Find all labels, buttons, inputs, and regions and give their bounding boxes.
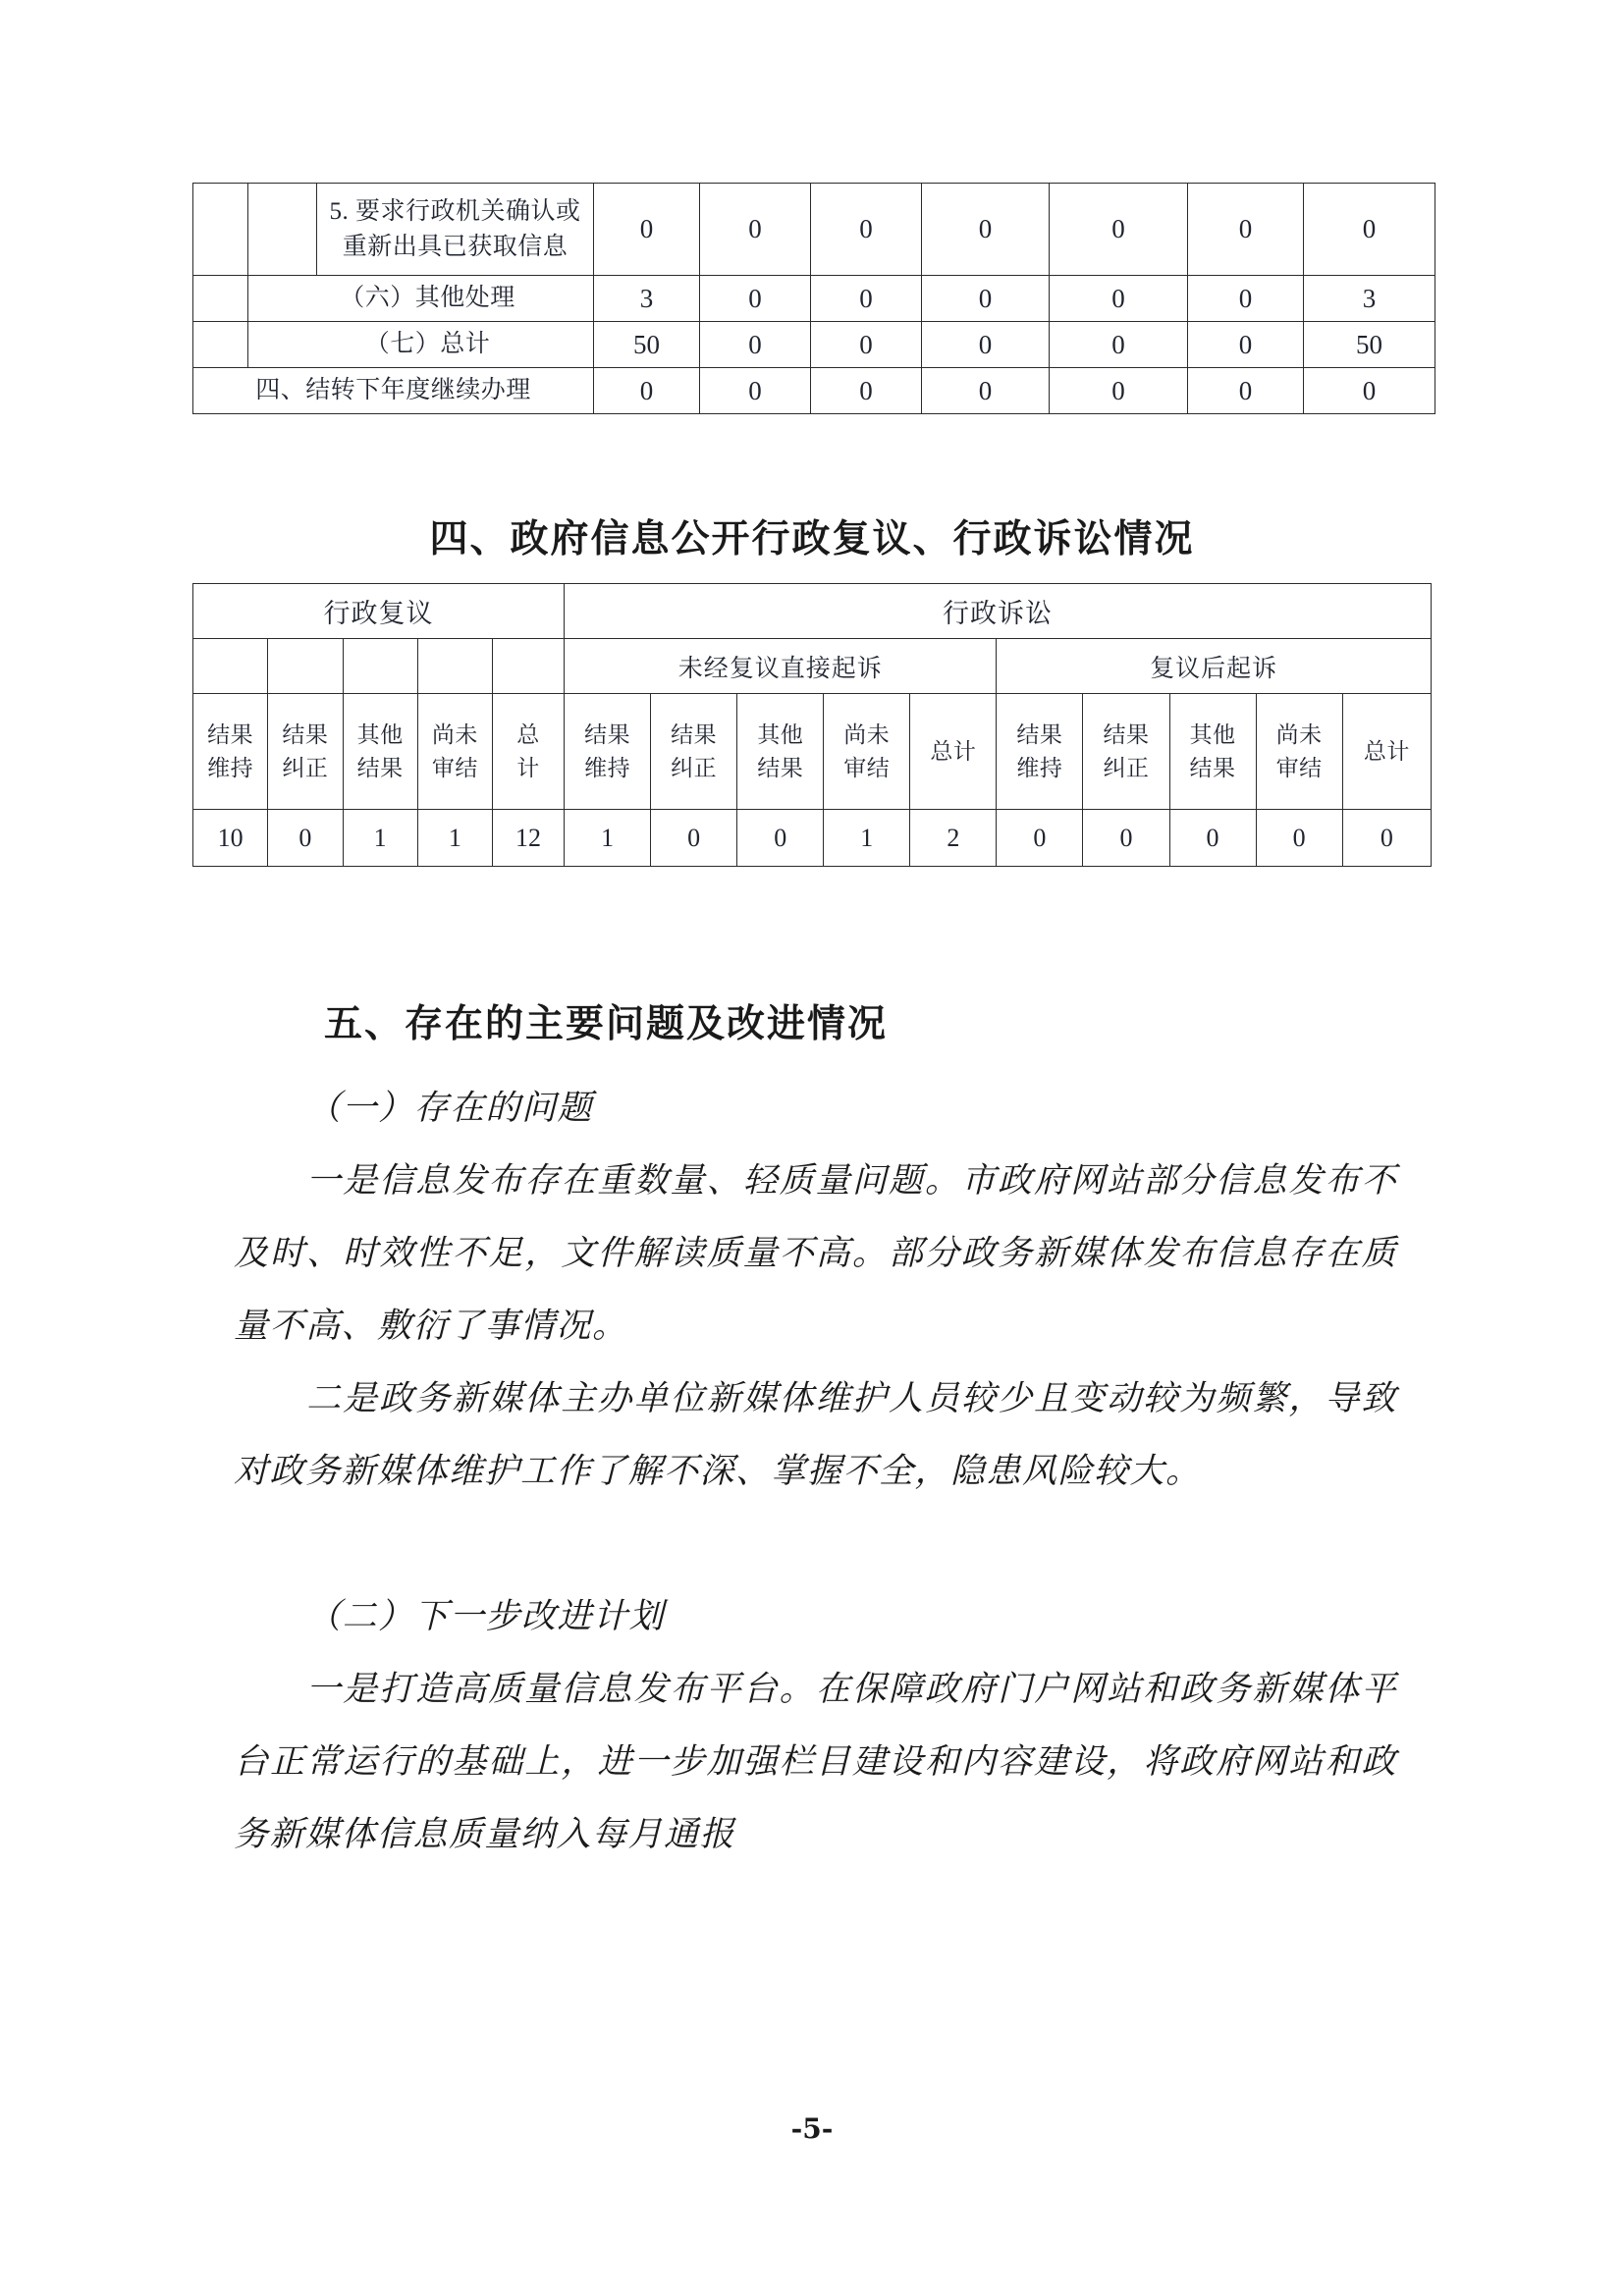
value-after-upheld: 0 <box>997 810 1083 867</box>
spacer-cell <box>343 639 417 694</box>
section-five-paragraph-2: 二是政务新媒体主办单位新媒体维护人员较少且变动较为频繁，导致对政务新媒体维护工作了解不深、掌握不全，隐患风险较大。 <box>234 1379 1397 1491</box>
col-header-direct-other: 其他 结果 <box>737 694 824 810</box>
section-five-sub2-heading: （二）下一步改进计划 <box>306 1597 666 1636</box>
value-direct-total: 2 <box>910 810 997 867</box>
spacer-cell <box>493 639 565 694</box>
row-label: 5. 要求行政机关确认或重新出具已获取信息 <box>317 184 594 276</box>
row-value: 0 <box>922 184 1050 276</box>
subgroup-after-review-litigation: 复议后起诉 <box>997 639 1432 694</box>
section-five-sub1-heading: （一）存在的问题 <box>306 1089 594 1128</box>
row-value: 0 <box>811 368 922 414</box>
value-direct-corrected: 0 <box>651 810 737 867</box>
table-column-header-row <box>193 694 1432 810</box>
row-spacer-col1 <box>193 322 248 368</box>
row-label: （七）总计 <box>248 322 594 368</box>
value-review-total: 12 <box>493 810 565 867</box>
row-value: 0 <box>922 276 1050 322</box>
col-header-review-total: 总 计 <box>493 694 565 810</box>
page-number: -5- <box>790 2112 834 2145</box>
value-after-pending: 0 <box>1256 810 1342 867</box>
row-value: 0 <box>700 368 811 414</box>
col-header-after-pending: 尚未 审结 <box>1256 694 1342 810</box>
value-direct-pending: 1 <box>824 810 910 867</box>
subgroup-direct-litigation: 未经复议直接起诉 <box>565 639 997 694</box>
value-after-total: 0 <box>1342 810 1431 867</box>
value-review-corrected: 0 <box>268 810 343 867</box>
value-after-other: 0 <box>1169 810 1256 867</box>
section-five-paragraph-1: 一是信息发布存在重数量、轻质量问题。市政府网站部分信息发布不及时、时效性不足，文件解读质量不高。部分政务新媒体发布信息存在质量不高、敷衍了事情况。 <box>234 1161 1397 1346</box>
col-header-direct-total: 总计 <box>910 694 997 810</box>
table-group-header-row <box>193 584 1432 639</box>
value-review-pending: 1 <box>417 810 492 867</box>
row-value: 0 <box>1188 322 1304 368</box>
row-value: 0 <box>1188 276 1304 322</box>
row-value: 0 <box>1050 184 1188 276</box>
row-value: 3 <box>594 276 700 322</box>
row-value: 0 <box>811 276 922 322</box>
col-header-direct-pending: 尚未 审结 <box>824 694 910 810</box>
col-header-direct-corrected: 结果 纠正 <box>651 694 737 810</box>
row-value: 0 <box>1050 276 1188 322</box>
value-direct-other: 0 <box>737 810 824 867</box>
table-row <box>193 368 1435 414</box>
row-spacer-col2 <box>248 184 317 276</box>
row-value: 3 <box>1304 276 1435 322</box>
section-five-heading: 五、存在的主要问题及改进情况 <box>324 1002 889 1046</box>
row-value: 0 <box>1188 184 1304 276</box>
row-value: 0 <box>700 276 811 322</box>
table-row <box>193 276 1435 322</box>
col-header-review-upheld: 结果 维持 <box>193 694 268 810</box>
row-value: 0 <box>1304 368 1435 414</box>
row-spacer-col1 <box>193 276 248 322</box>
row-label: （六）其他处理 <box>248 276 594 322</box>
row-value: 0 <box>1050 368 1188 414</box>
admin-review-litigation-table <box>192 583 1432 867</box>
col-header-after-other: 其他 结果 <box>1169 694 1256 810</box>
value-direct-upheld: 1 <box>565 810 651 867</box>
table-continuation <box>192 183 1435 414</box>
row-value: 0 <box>811 322 922 368</box>
col-header-after-corrected: 结果 纠正 <box>1083 694 1169 810</box>
col-header-after-total: 总计 <box>1342 694 1431 810</box>
group-admin-review: 行政复议 <box>193 584 565 639</box>
spacer-cell <box>268 639 343 694</box>
row-value: 0 <box>594 184 700 276</box>
col-header-review-other: 其他 结果 <box>343 694 417 810</box>
table-subgroup-header-row <box>193 639 1432 694</box>
spacer-cell <box>417 639 492 694</box>
value-after-corrected: 0 <box>1083 810 1169 867</box>
row-value: 0 <box>1188 368 1304 414</box>
row-value: 0 <box>922 368 1050 414</box>
row-value: 0 <box>700 184 811 276</box>
row-value: 0 <box>1050 322 1188 368</box>
row-value: 50 <box>594 322 700 368</box>
row-value: 50 <box>1304 322 1435 368</box>
row-spacer-col1 <box>193 184 248 276</box>
col-header-direct-upheld: 结果 维持 <box>565 694 651 810</box>
spacer-cell <box>193 639 268 694</box>
row-value: 0 <box>922 322 1050 368</box>
col-header-review-corrected: 结果 纠正 <box>268 694 343 810</box>
table-continuation-wrapper <box>192 183 1435 414</box>
row-value: 0 <box>700 322 811 368</box>
col-header-after-upheld: 结果 维持 <box>997 694 1083 810</box>
group-admin-litigation: 行政诉讼 <box>565 584 1432 639</box>
table-data-row <box>193 810 1432 867</box>
row-value: 0 <box>594 368 700 414</box>
table-row <box>193 322 1435 368</box>
row-label: 四、结转下年度继续办理 <box>193 368 594 414</box>
row-value: 0 <box>1304 184 1435 276</box>
value-review-upheld: 10 <box>193 810 268 867</box>
row-value: 0 <box>811 184 922 276</box>
col-header-review-pending: 尚未 审结 <box>417 694 492 810</box>
admin-review-litigation-table-wrapper <box>192 583 1432 867</box>
value-review-other: 1 <box>343 810 417 867</box>
section-four-heading: 四、政府信息公开行政复议、行政诉讼情况 <box>429 517 1195 561</box>
table-row <box>193 184 1435 276</box>
section-five-paragraph-3: 一是打造高质量信息发布平台。在保障政府门户网站和政务新媒体平台正常运行的基础上，进一步加强栏目建设和内容建设，将政府网站和政务新媒体信息质量纳入每月通报 <box>234 1670 1397 1854</box>
